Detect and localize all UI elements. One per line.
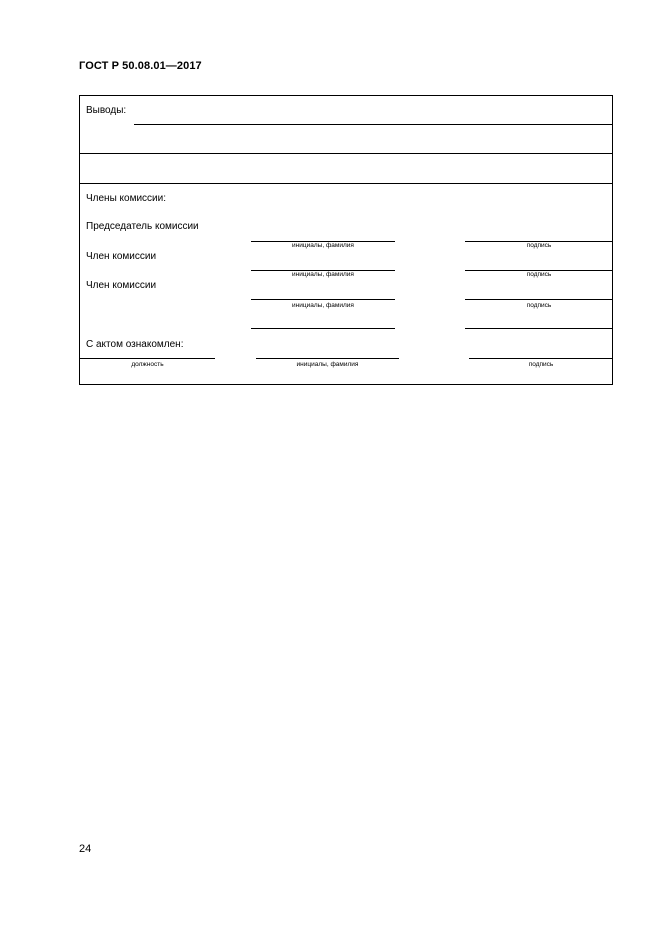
acquainted-label: С актом ознакомлен: xyxy=(86,339,184,350)
chair-name-caption: инициалы, фамилия xyxy=(292,242,354,249)
member2-name-caption: инициалы, фамилия xyxy=(292,302,354,309)
extra-name-line xyxy=(251,328,395,329)
member2-name-line xyxy=(251,299,395,300)
acquainted-signature-caption: подпись xyxy=(528,361,554,368)
extra-signature-line xyxy=(465,328,613,329)
acquainted-signature-line xyxy=(469,358,613,359)
acquainted-name-line xyxy=(256,358,399,359)
conclusions-line-1 xyxy=(134,124,613,125)
conclusions-line-3 xyxy=(80,183,613,184)
acquainted-position-line xyxy=(80,358,215,359)
chair-label: Председатель комиссии xyxy=(86,221,199,232)
member2-signature-line xyxy=(465,299,613,300)
conclusions-label: Выводы: xyxy=(86,105,127,116)
acquainted-name-caption: инициалы, фамилия xyxy=(296,361,359,368)
acquainted-position-caption: должность xyxy=(131,361,164,368)
document-code: ГОСТ Р 50.08.01—2017 xyxy=(79,60,202,72)
member1-signature-caption: подпись xyxy=(526,271,552,278)
conclusions-line-2 xyxy=(80,153,613,154)
member1-name-caption: инициалы, фамилия xyxy=(292,271,354,278)
member2-label: Член комиссии xyxy=(86,280,157,291)
chair-signature-caption: подпись xyxy=(526,242,552,249)
page-number: 24 xyxy=(79,843,92,855)
members-label: Члены комиссии: xyxy=(86,193,167,204)
member2-signature-caption: подпись xyxy=(526,302,552,309)
commission-act-form xyxy=(79,95,613,385)
member1-label: Член комиссии xyxy=(86,251,157,262)
